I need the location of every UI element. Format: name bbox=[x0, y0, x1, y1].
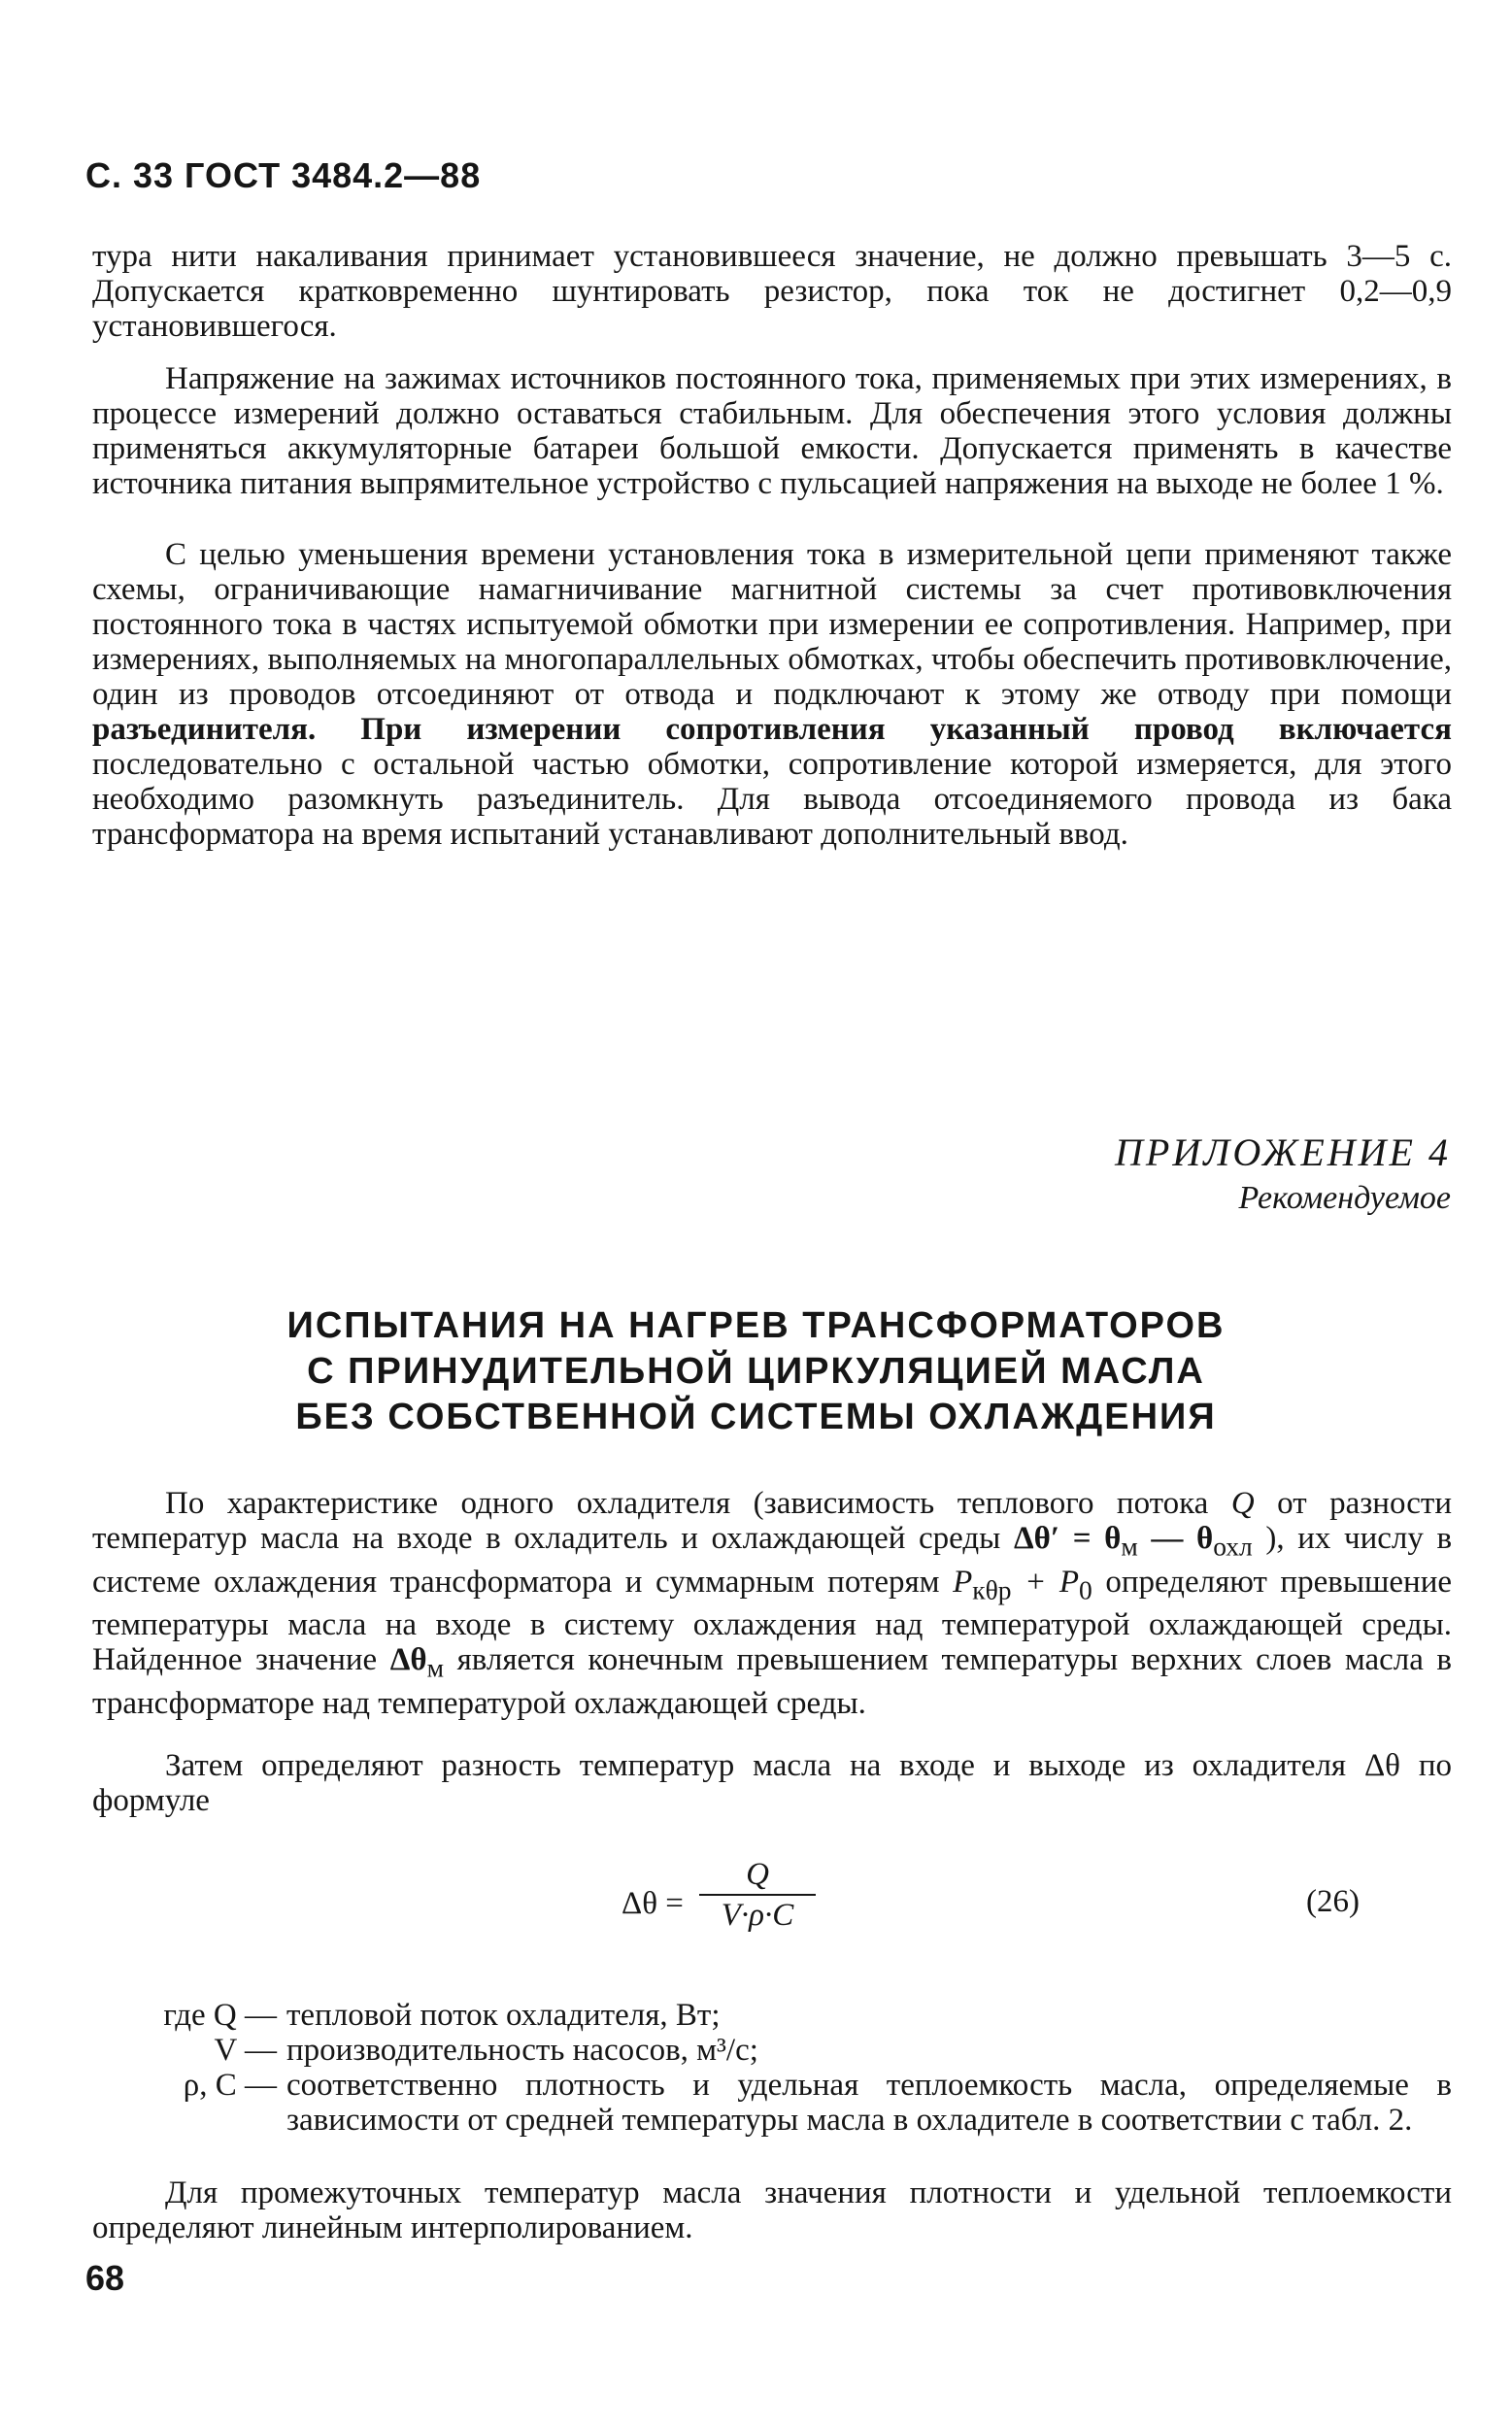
definition-symbol: где Q — bbox=[163, 1998, 277, 2033]
definition-text: производительность насосов, м³/с; bbox=[286, 2033, 758, 2068]
page-header: С. 33 ГОСТ 3484.2—88 bbox=[85, 155, 482, 195]
title-line: ИСПЫТАНИЯ НА НАГРЕВ ТРАНСФОРМАТОРОВ bbox=[286, 1305, 1226, 1346]
symbol-delta-theta: Δθ bbox=[389, 1642, 427, 1678]
formula-numerator: Q bbox=[746, 1857, 769, 1892]
definition-item bbox=[92, 2033, 1452, 2068]
subscript: кθ bbox=[972, 1574, 998, 1605]
paragraph-interpolation: Для промежуточных температур масла значения плотности и удельной теплоемкости определяют линейным интерполированием. bbox=[92, 2175, 1452, 2245]
definition-text: тепловой поток охладителя, Вт; bbox=[286, 1998, 721, 2033]
formula-number: (26) bbox=[1306, 1884, 1360, 1919]
definition-symbol: ρ, C — bbox=[183, 2068, 277, 2103]
subscript: м bbox=[1121, 1531, 1138, 1562]
appendix-kind: Рекомендуемое bbox=[1238, 1180, 1451, 1216]
subscript: охл bbox=[1213, 1531, 1253, 1562]
page-number: 68 bbox=[85, 2258, 125, 2298]
paragraph-method bbox=[92, 537, 1452, 852]
text-fragment: является конечным превышением температуры верхних слоев масла в трансформаторе над температурой охлаждающей среды. bbox=[92, 1642, 1452, 1721]
definition-item bbox=[92, 2068, 1452, 2138]
method-text-bold: разъединителя. При измерении сопротивления указанный провод включается bbox=[92, 712, 1452, 747]
symbol-p: P bbox=[953, 1564, 973, 1600]
symbol-delta-theta: Δθ′ = θ bbox=[1013, 1521, 1122, 1556]
title-line: С ПРИНУДИТЕЛЬНОЙ ЦИРКУЛЯЦИЕЙ МАСЛА bbox=[307, 1351, 1205, 1392]
paragraph-voltage: Напряжение на зажимах источников постоянного тока, применяемых при этих измерениях, в процессе измерений должно оставаться стабильным. Для обеспечения этого условия должны применяться аккумуляторные батареи большой емкости. Допускается применять в качестве источника питания выпрямительное устройство с пульсацией напряжения на выходе не более 1 %. bbox=[92, 361, 1452, 501]
text-fragment: ), их числу в системе охлаждения трансформатора и суммарным потерям bbox=[92, 1521, 1453, 1600]
title-line: БЕЗ СОБСТВЕННОЙ СИСТЕМЫ ОХЛАЖДЕНИЯ bbox=[295, 1397, 1217, 1437]
paragraph-characteristic bbox=[92, 1486, 1452, 1721]
definition-item bbox=[92, 1998, 1452, 2033]
subscript: 0 bbox=[1079, 1574, 1092, 1605]
subscript: р bbox=[997, 1574, 1012, 1605]
formula-lhs: Δθ = bbox=[622, 1886, 684, 1921]
appendix-label bbox=[1115, 1129, 1451, 1220]
formula-26 bbox=[622, 1855, 1360, 1952]
definition-text: соответственно плотность и удельная теплоемкость масла, определяемые в зависимости от средней температуры масла в охладителе в соответствии с табл. 2. bbox=[286, 2068, 1452, 2138]
method-text-c: последовательно с остальной частью обмотки, сопротивление которой измеряется, для этого необходимо разомкнуть разъединитель. Для вывода отсоединяемого провода из бака трансформатора на время испытаний устанавливают дополнительный ввод. bbox=[92, 747, 1452, 852]
paragraph-continuation: тура нити накаливания принимает установившееся значение, не должно превышать 3—5 с. Допускается кратковременно шунтировать резистор, пока ток не достигнет 0,2—0,9 установившегося. bbox=[92, 239, 1452, 344]
text-fragment: определяют превышение температуры масла на входе в систему охлаждения над температурой охлаждающей среды. Найденное значение bbox=[92, 1564, 1453, 1678]
symbol-p0: + P bbox=[1011, 1564, 1080, 1600]
symbol-q: Q bbox=[1230, 1486, 1255, 1521]
paragraph-formula-intro: Затем определяют разность температур масла на входе и выходе из охладителя Δθ по формуле bbox=[92, 1748, 1452, 1818]
section-title bbox=[0, 1303, 1512, 1440]
method-text-a: С целью уменьшения времени установления тока в измерительной цепи применяют также схемы, ограничивающие намагничивание магнитной системы за счет противовключения постоянного тока в частях испытуемой обмотки при измерении ее сопротивления. Например, при измерениях, выполняемых на многопараллельных обмотках, чтобы обеспечить противовключение, один из проводов отсоединяют от отвода и подключают к этому же отводу при помощи bbox=[92, 537, 1452, 712]
subscript: м bbox=[426, 1652, 445, 1683]
text-fragment: от разности температур масла на входе в охладитель и охлаждающей среды bbox=[92, 1486, 1453, 1556]
symbol-theta: — θ bbox=[1137, 1521, 1214, 1556]
formula-fraction bbox=[699, 1855, 816, 1935]
definitions-list bbox=[92, 1998, 1452, 2138]
formula-denominator: V·ρ·C bbox=[721, 1898, 794, 1933]
appendix-number: ПРИЛОЖЕНИЕ 4 bbox=[1115, 1130, 1451, 1174]
definition-symbol: V — bbox=[214, 2033, 277, 2068]
text-fragment: По характеристике одного охладителя (зависимость теплового потока bbox=[165, 1486, 1209, 1521]
